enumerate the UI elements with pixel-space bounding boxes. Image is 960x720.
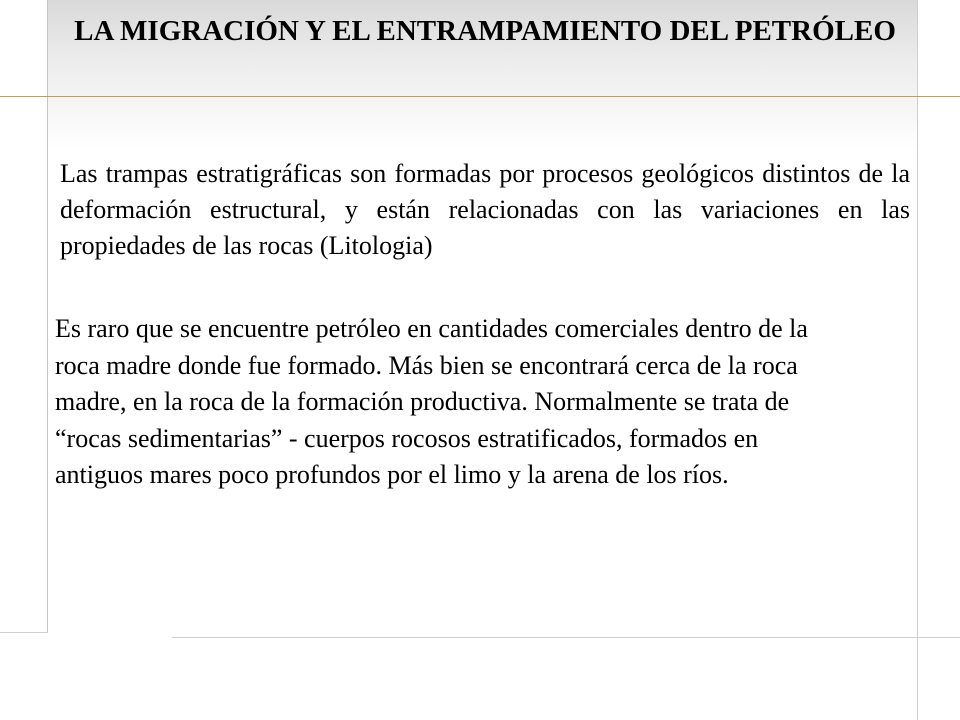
paragraph-stratigraphic-traps: Las trampas estratigráficas son formadas por procesos geológicos distintos de la deformación estructural, y están relacionadas con las variaciones en las propiedades de las rocas (Litologia): [60, 159, 910, 260]
right-border-line: [917, 0, 918, 720]
bottom-left-line: [0, 632, 48, 633]
paragraph-oil-location: Es raro que se encuentre petróleo en cantidades comerciales dentro de la roca madre donde fue formado. Más bien se encontrará cerca de la roca madre, en la roca de la formación productiva. Normalmente se trata de “rocas sedimentarias” - cuerpos rocosos estratificados, formados en antiguos mares poco profundos por el limo y la arena de los ríos.: [55, 314, 808, 489]
bottom-line: [172, 637, 960, 638]
slide-title: LA MIGRACIÓN Y EL ENTRAMPAMIENTO DEL PETRÓLEO: [74, 15, 896, 47]
title-underline: [0, 96, 960, 97]
left-border-line: [47, 0, 48, 632]
